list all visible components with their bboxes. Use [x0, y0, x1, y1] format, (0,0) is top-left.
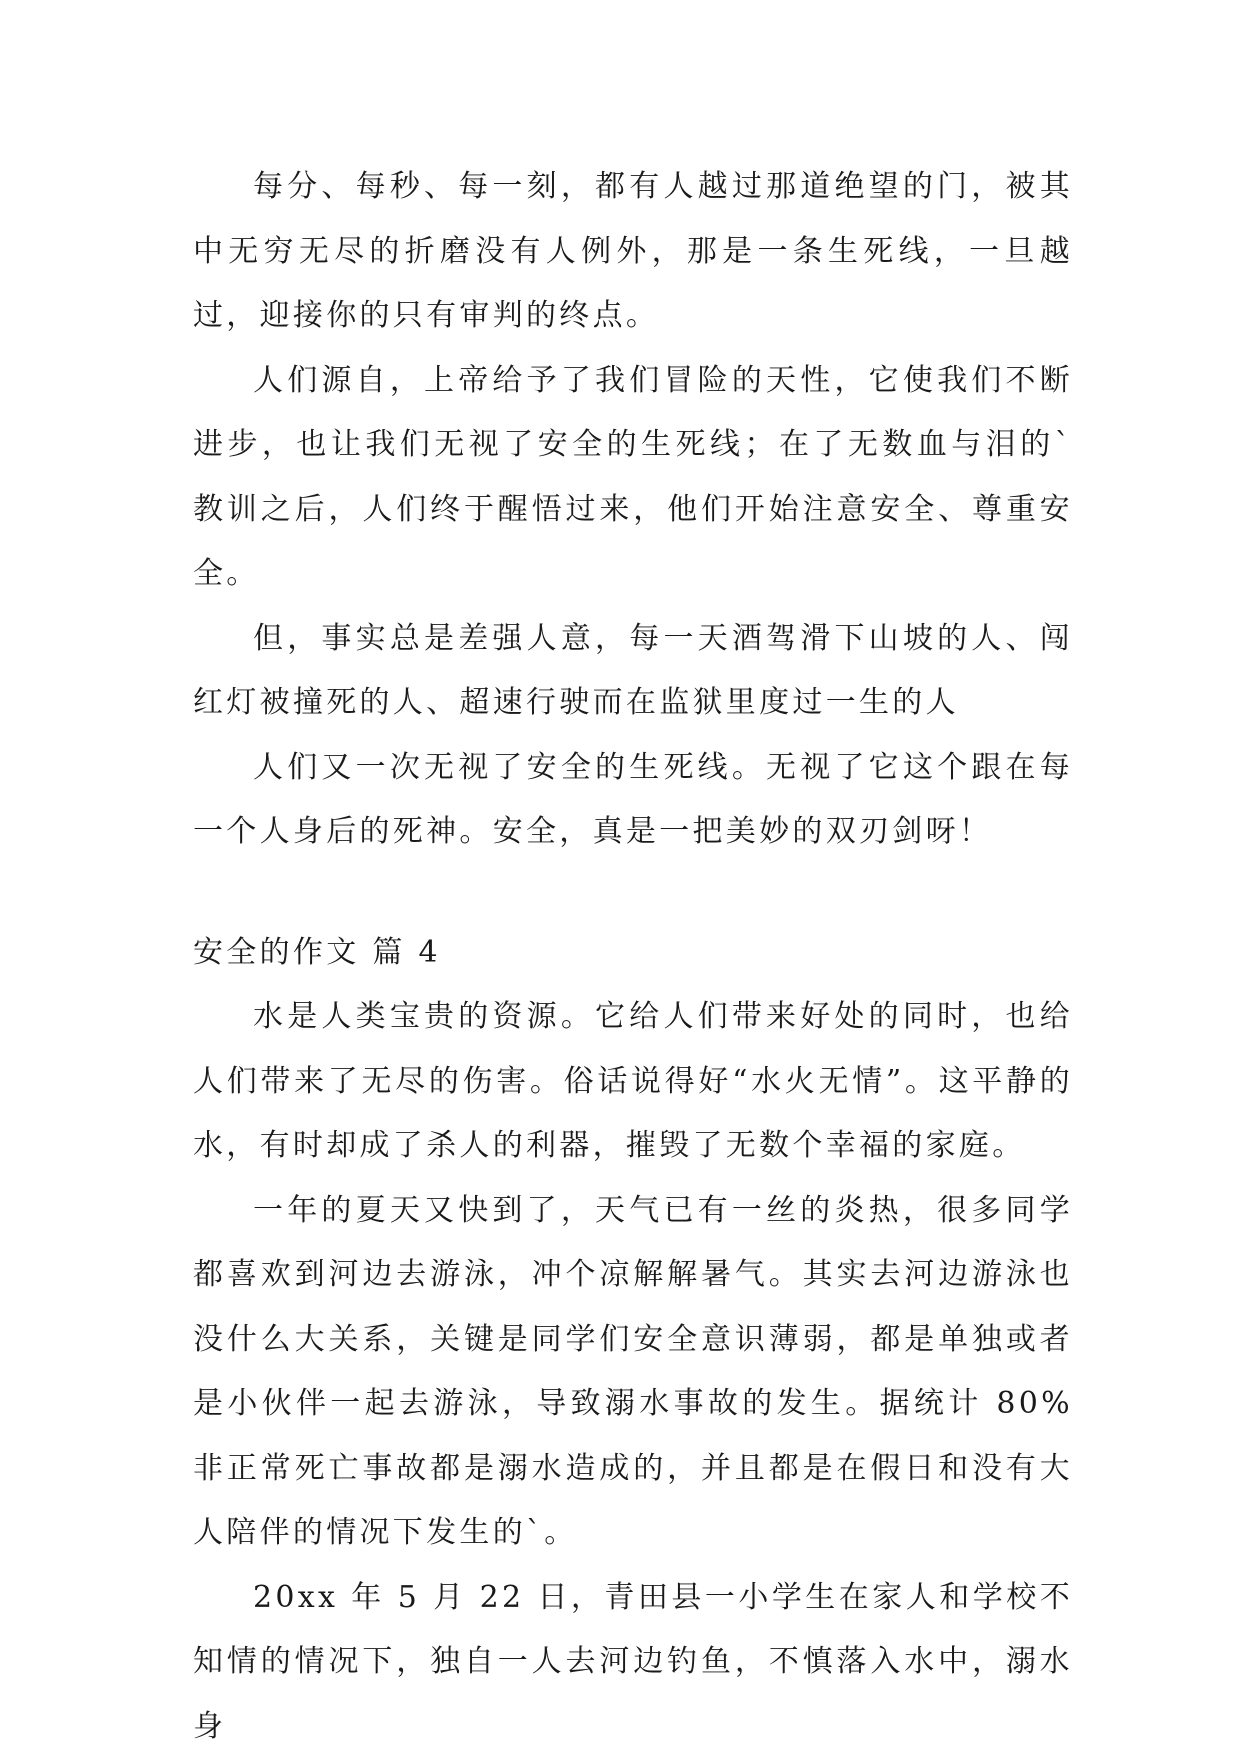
paragraph: 每分、每秒、每一刻，都有人越过那道绝望的门，被其中无穷无尽的折磨没有人例外，那是一条生死线，一旦越过，迎接你的只有审判的终点。	[193, 155, 1073, 349]
paragraph: 人们源自，上帝给予了我们冒险的天性，它使我们不断进步，也让我们无视了安全的生死线；在了无数血与泪的`教训之后，人们终于醒悟过来，他们开始注意安全、尊重安全。	[193, 349, 1073, 607]
paragraph: 20xx 年 5 月 22 日，青田县一小学生在家人和学校不知情的情况下，独自一人去河边钓鱼，不慎落入水中，溺水身	[193, 1566, 1073, 1759]
paragraph: 但，事实总是差强人意，每一天酒驾滑下山坡的人、闯红灯被撞死的人、超速行驶而在监狱里度过一生的人	[193, 607, 1073, 736]
document-body	[193, 155, 1073, 1759]
paragraph: 人们又一次无视了安全的生死线。无视了它这个跟在每一个人身后的死神。安全，真是一把美妙的双刃剑呀！	[193, 736, 1073, 865]
section-heading: 安全的作文 篇 4	[193, 921, 1073, 986]
paragraph: 一年的夏天又快到了，天气已有一丝的炎热，很多同学都喜欢到河边去游泳，冲个凉解解暑气。其实去河边游泳也没什么大关系，关键是同学们安全意识薄弱，都是单独或者是小伙伴一起去游泳，导致溺水事故的发生。据统计 80%非正常死亡事故都是溺水造成的，并且都是在假日和没有大人陪伴的情况下发生的`。	[193, 1179, 1073, 1566]
paragraph: 水是人类宝贵的资源。它给人们带来好处的同时，也给人们带来了无尽的伤害。俗话说得好“水火无情”。这平静的水，有时却成了杀人的利器，摧毁了无数个幸福的家庭。	[193, 985, 1073, 1179]
